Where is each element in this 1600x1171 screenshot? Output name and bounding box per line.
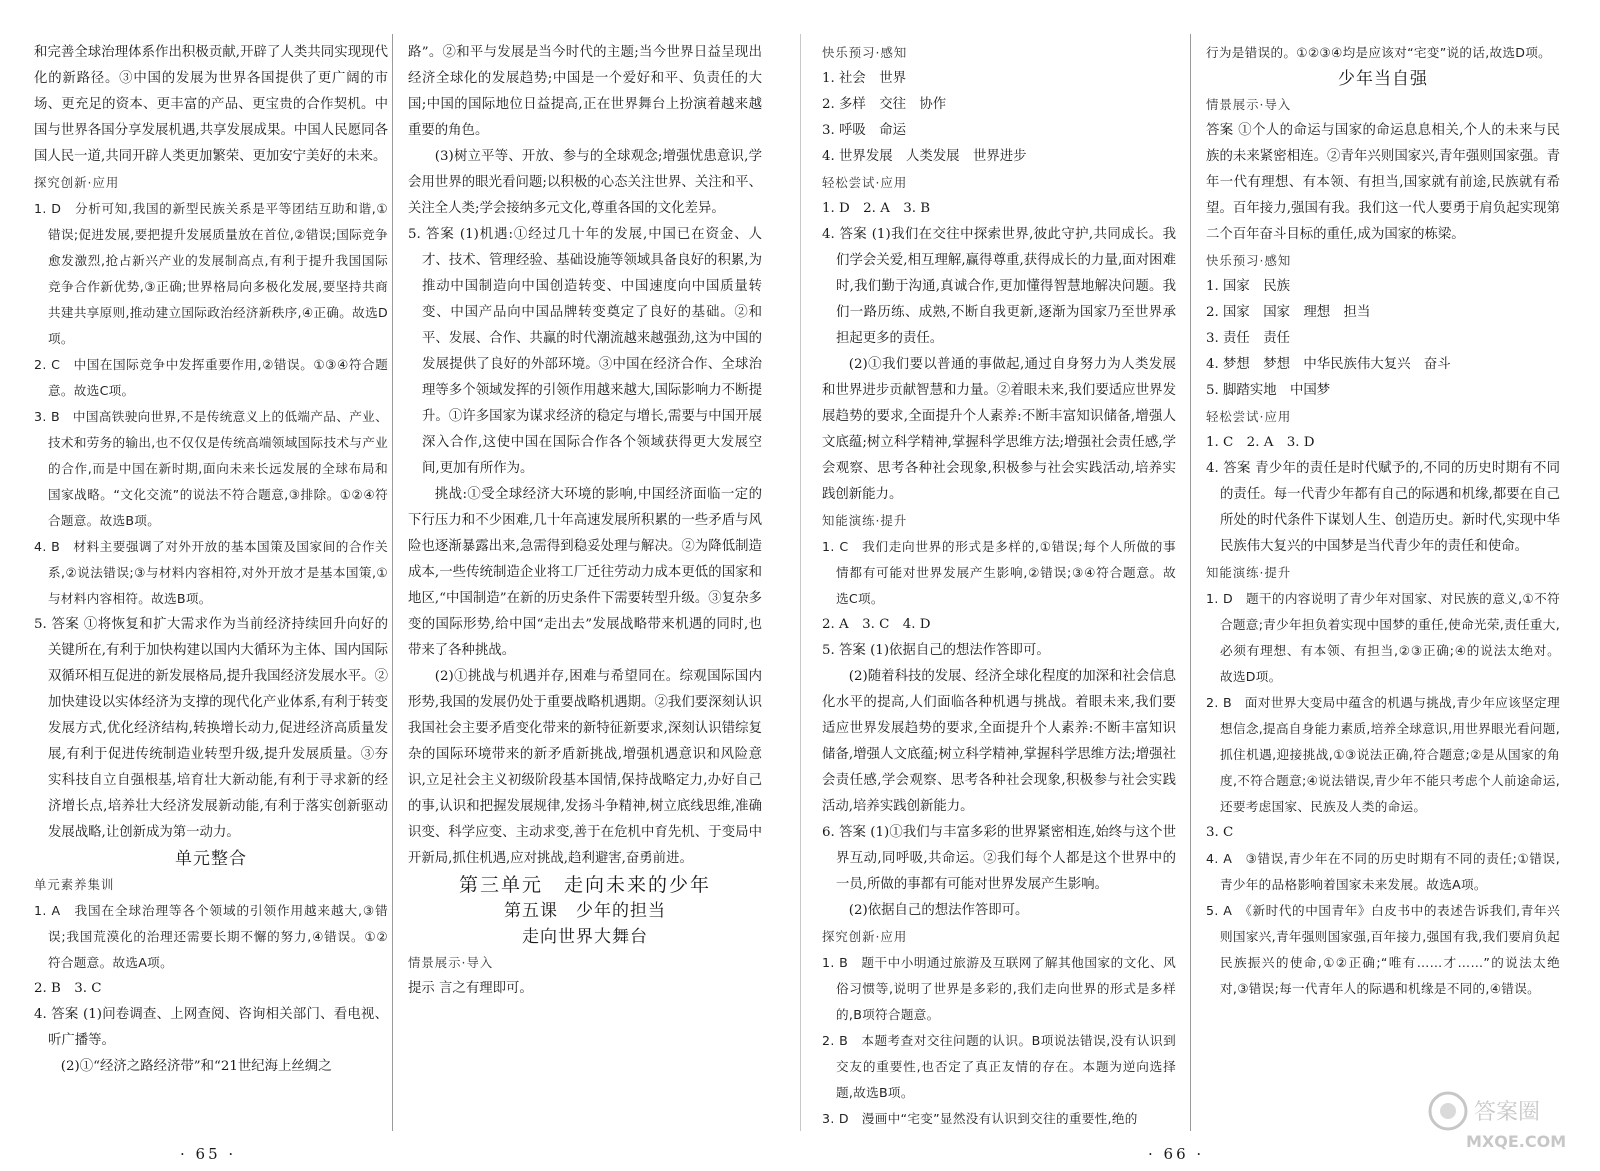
answer-item: 3. B 中国高铁驶向世界,不是传统意义上的低端产品、产业、技术和劳务的输出,也不仅仅是传统高端领域国际技术与产业的合作,而是中国在新时期,面向未来长远发展的全球布局和国家战略。“文化交流”的说法不符合题意,③排除。①②④符合题意。故选B项。 bbox=[34, 409, 388, 528]
section-label-skill: 知能演练·提升 bbox=[822, 513, 908, 528]
answer-item: 3. C bbox=[1206, 825, 1234, 840]
answer-item: 1. 国家 民族 bbox=[1206, 279, 1290, 294]
page-number-right: · 66 · bbox=[1148, 1145, 1205, 1163]
watermark-text: 答案圈 bbox=[1474, 1100, 1541, 1125]
section-label-preview: 快乐预习·感知 bbox=[822, 45, 908, 60]
section-label-skill: 知能演练·提升 bbox=[1206, 565, 1292, 580]
section-label-unit: 单元素养集训 bbox=[34, 877, 115, 892]
section-label-scene: 情景展示·导入 bbox=[1206, 97, 1292, 112]
heading-topic: 少年当自强 bbox=[1338, 69, 1428, 89]
section-label-try: 轻松尝试·应用 bbox=[1206, 409, 1292, 424]
left-page-column-1 bbox=[34, 40, 388, 1080]
page-number-left: · 65 · bbox=[180, 1145, 237, 1163]
hint-text: 提示 言之有理即可。 bbox=[408, 981, 533, 996]
answer-item: 6. 答案 (1)①我们与丰富多彩的世界紧密相连,始终与这个世界互动,同呼吸,共命运。②我们每个人都是这个世界中的一员,所做的事都有可能对世界发展产生影响。 bbox=[822, 825, 1176, 892]
watermark-logo bbox=[1426, 1089, 1576, 1153]
answer-item: 4. B 材料主要强调了对外开放的基本国策及国家间的合作关系,②说法错误;③与材料内容相符,对外开放才是基本国策,①与材料内容相符。故选B项。 bbox=[34, 539, 388, 606]
column-divider bbox=[1190, 34, 1191, 1131]
answer-item: 4. 世界发展 人类发展 世界进步 bbox=[822, 149, 1027, 164]
answer-item: 1. D 题干的内容说明了青少年对国家、对民族的意义,①不符合题意;青少年担负着实现中国梦的重任,使命光荣,责任重大,必须有理想、有本领、有担当,②③正确;④的说法太绝对。故选D项。 bbox=[1206, 591, 1560, 684]
answer-continuation: (2)依据自己的想法作答即可。 bbox=[848, 903, 1029, 918]
answer-item: 1. C 我们走向世界的形式是多样的,①错误;每个人所做的事情都有可能对世界发展产生影响,②错误;③④符合题意。故选C项。 bbox=[822, 539, 1176, 606]
answer-item: 2. A 3. C 4. D bbox=[822, 617, 931, 632]
answer-item: 1. D 分析可知,我国的新型民族关系是平等团结互助和谐,①错误;促进发展,要把提升发展质量放在首位,②错误;国际竞争愈发激烈,抢占新兴产业的发展制高点,有利于提升我国国际竞争合作新优势,③正确;世界格局向多极化发展,要坚持共商共建共享原则,推动建立国际政治经济新秩序,④正确。故选D项。 bbox=[34, 201, 388, 346]
right-page-column-1 bbox=[822, 40, 1176, 1132]
heading-topic: 走向世界大舞台 bbox=[522, 927, 648, 947]
left-page-column-2 bbox=[408, 40, 762, 1002]
intro-paragraph: 和完善全球治理体系作出积极贡献,开辟了人类共同实现现代化的新路径。③中国的发展为世界各国提供了更广阔的市场、更充足的资本、更丰富的产品、更宝贵的合作契机。中国与世界各国分享发展机遇,共享发展成果。中国人民愿同各国人民一道,共同开辟人类更加繁荣、更加安宁美好的未来。 bbox=[34, 45, 388, 164]
section-label-explore: 探究创新·应用 bbox=[34, 175, 120, 190]
answer-continuation: 挑战:①受全球经济大环境的影响,中国经济面临一定的下行压力和不少困难,几十年高速发展所积累的一些矛盾与风险也逐渐暴露出来,急需得到稳妥处理与解决。②为降低制造成本,一些传统制造企业将工厂迁往劳动力成本更低的国家和地区,“中国制造”在新的历史条件下需要转型升级。③复杂多变的国际形势,给中国“走出去”发展战略带来机遇的同时,也带来了各种挑战。 bbox=[408, 487, 762, 658]
answer-item: 1. A 我国在全球治理等各个领域的引领作用越来越大,③错误;我国荒漠化的治理还需要长期不懈的努力,④错误。①②符合题意。故选A项。 bbox=[34, 903, 388, 970]
answer-continuation: (2)①挑战与机遇并存,困难与希望同在。综观国际国内形势,我国的发展仍处于重要战略机遇期。②我们要深刻认识我国社会主要矛盾变化带来的新特征新要求,深刻认识错综复杂的国际环境带来的新矛盾新挑战,增强机遇意识和风险意识,立足社会主义初级阶段基本国情,保持战略定力,办好自己的事,认识和把握发展规律,发扬斗争精神,树立底线思维,准确识变、科学应变、主动求变,善于在危机中育先机、于变局中开新局,抓住机遇,应对挑战,趋利避害,奋勇前进。 bbox=[408, 669, 762, 866]
answer-item: 4. 答案 青少年的责任是时代赋予的,不同的历史时期有不同的责任。每一代青少年都有自己的际遇和机缘,都要在自己所处的时代条件下谋划人生、创造历史。新时代,实现中华民族伟大复兴的中国梦是当代青少年的责任和使命。 bbox=[1206, 461, 1560, 554]
answer-continuation: (2)①我们要以普通的事做起,通过自身努力为人类发展和世界进步贡献智慧和力量。②着眼未来,我们要适应世界发展趋势的要求,全面提升个人素养:不断丰富知识储备,增强人文底蕴;树立科学精神,掌握科学思维方法;增强社会责任感,学会观察、思考各种社会现象,积极参与社会实践活动,培养实践创新能力。 bbox=[822, 357, 1176, 502]
watermark-url: MXQE.COM bbox=[1466, 1132, 1567, 1151]
answer-item: 3. 呼吸 命运 bbox=[822, 123, 906, 138]
answer-item: 4. 答案 (1)问卷调查、上网查阅、咨询相关部门、看电视、听广播等。 bbox=[34, 1007, 388, 1048]
column-divider bbox=[392, 34, 393, 1131]
answer-item: 5. 脚踏实地 中国梦 bbox=[1206, 383, 1331, 398]
answer-item: 1. 社会 世界 bbox=[822, 71, 906, 86]
answer-item: 5. 答案 ①将恢复和扩大需求作为当前经济持续回升向好的关键所在,有利于加快构建以国内大循环为主体、国内国际双循环相互促进的新发展格局,提升我国经济发展水平。②加快建设以实体经济为支撑的现代化产业体系,有利于转变发展方式,优化经济结构,转换增长动力,促进经济高质量发展,有利于促进传统制造业转型升级,提升发展质量。③夯实科技自立自强根基,培育壮大新动能,有利于寻求新的经济增长点,培养壮大经济发展新动能,有利于落实创新驱动发展战略,让创新成为第一动力。 bbox=[34, 617, 388, 840]
answer-item: 3. 责任 责任 bbox=[1206, 331, 1290, 346]
answer-item: 4. 答案 (1)我们在交往中探索世界,彼此守护,共同成长。我们学会关爱,相互理解,赢得尊重,获得成长的力量,面对困难时,我们勤于沟通,真诚合作,更加懂得智慧地解决问题。我们一路历练、成熟,不断自我更新,逐渐为国家乃至世界承担起更多的责任。 bbox=[822, 227, 1176, 346]
answer-item: 5. 答案 (1)机遇:①经过几十年的发展,中国已在资金、人才、技术、管理经验、基础设施等领域具备良好的积累,为推动中国制造向中国创造转变、中国速度向中国质量转变、中国产品向中国品牌转变奠定了良好的基础。②和平、发展、合作、共赢的时代潮流越来越强劲,这为中国的发展提供了良好的外部环境。③中国在经济合作、全球治理等多个领域发挥的引领作用越来越大,国际影响力不断提升。①许多国家为谋求经济的稳定与增长,需要与中国开展深入合作,这使中国在国际合作各个领域获得更大发展空间,更加有所作为。 bbox=[408, 227, 762, 476]
answer-text: 答案 ①个人的命运与国家的命运息息相关,个人的未来与民族的未来紧密相连。②青年兴则国家兴,青年强则国家强。青年一代有理想、有本领、有担当,国家就有前途,民族就有希望。百年接力,强国有我。我们这一代人要勇于肩负起实现第二个百年奋斗目标的重任,成为国家的栋梁。 bbox=[1206, 123, 1560, 242]
section-label-preview: 快乐预习·感知 bbox=[1206, 253, 1292, 268]
section-label-try: 轻松尝试·应用 bbox=[822, 175, 908, 190]
answer-item: 5. 答案 (1)依据自己的想法作答即可。 bbox=[822, 643, 1050, 658]
answer-continuation: 行为是错误的。①②③④均是应该对“宅变”说的话,故选D项。 bbox=[1206, 45, 1552, 60]
heading-unit-summary: 单元整合 bbox=[175, 849, 247, 869]
answer-continuation: (3)树立平等、开放、参与的全球观念;增强忧患意识,学会用世界的眼光看问题;以积极的心态关注世界、关注和平、关注全人类;学会接纳多元文化,尊重各国的文化差异。 bbox=[408, 149, 762, 216]
answer-item: 3. D 漫画中“宅变”显然没有认识到交往的重要性,绝的 bbox=[822, 1111, 1138, 1126]
answer-item: 2. C 中国在国际竞争中发挥重要作用,②错误。①③④符合题意。故选C项。 bbox=[34, 357, 388, 398]
answer-continuation: (2)随着科技的发展、经济全球化程度的加深和社会信息化水平的提高,人们面临各种机遇与挑战。着眼未来,我们要适应世界发展趋势的要求,全面提升个人素养:不断丰富知识储备,增强人文底蕴;树立科学精神,掌握科学思维方法;增强社会责任感,学会观察、思考各种社会现象,积极参与社会实践活动,培养实践创新能力。 bbox=[822, 669, 1176, 814]
section-label-scene: 情景展示·导入 bbox=[408, 955, 494, 970]
heading-unit-3: 第三单元 走向未来的少年 bbox=[458, 874, 711, 896]
heading-lesson-5: 第五课 少年的担当 bbox=[504, 901, 666, 921]
answer-item: 4. A ③错误,青少年在不同的历史时期有不同的责任;①错误,青少年的品格影响着国家未来发展。故选A项。 bbox=[1206, 851, 1560, 892]
answer-item: 1. B 题干中小明通过旅游及互联网了解其他国家的文化、风俗习惯等,说明了世界是多彩的,我们走向世界的形式是多样的,B项符合题意。 bbox=[822, 955, 1176, 1022]
answer-item: 2. B 本题考查对交往问题的认识。B项说法错误,没有认识到交友的重要性,也否定了真正友情的存在。本题为逆向选择题,故选B项。 bbox=[822, 1033, 1176, 1100]
answer-item: 2. 多样 交往 协作 bbox=[822, 97, 947, 112]
section-label-explore: 探究创新·应用 bbox=[822, 929, 908, 944]
page-gutter bbox=[800, 34, 801, 1131]
answer-item: 2. 国家 国家 理想 担当 bbox=[1206, 305, 1371, 320]
answer-item: 4. 梦想 梦想 中华民族伟大复兴 奋斗 bbox=[1206, 357, 1451, 372]
answer-continuation: (2)①“经济之路经济带”和“21世纪海上丝绸之 bbox=[60, 1059, 332, 1074]
answer-continuation: 路”。②和平与发展是当今时代的主题;当今世界日益呈现出经济全球化的发展趋势;中国是一个爱好和平、负责任的大国;中国的国际地位日益提高,正在世界舞台上扮演着越来越重要的角色。 bbox=[408, 45, 762, 138]
answer-item: 2. B 面对世界大变局中蕴含的机遇与挑战,青少年应该坚定理想信念,提高自身能力素质,培养全球意识,用世界眼光看问题,抓住机遇,迎接挑战,①③说法正确,符合题意;②是从国家的角度,不符合题意;④说法错误,青少年不能只考虑个人前途命运,还要考虑国家、民族及人类的命运。 bbox=[1206, 695, 1560, 814]
answer-item: 1. D 2. A 3. B bbox=[822, 201, 931, 216]
answer-item: 1. C 2. A 3. D bbox=[1206, 435, 1315, 450]
answer-item: 2. B 3. C bbox=[34, 981, 102, 996]
answer-item: 5. A 《新时代的中国青年》白皮书中的表述告诉我们,青年兴则国家兴,青年强则国家强,百年接力,强国有我,我们要肩负起民族振兴的使命,①②正确;“唯有……才……”的说法太绝对,③错误;每一代青年人的际遇和机缘是不同的,④错误。 bbox=[1206, 903, 1560, 996]
right-page-column-2 bbox=[1206, 40, 1560, 1002]
